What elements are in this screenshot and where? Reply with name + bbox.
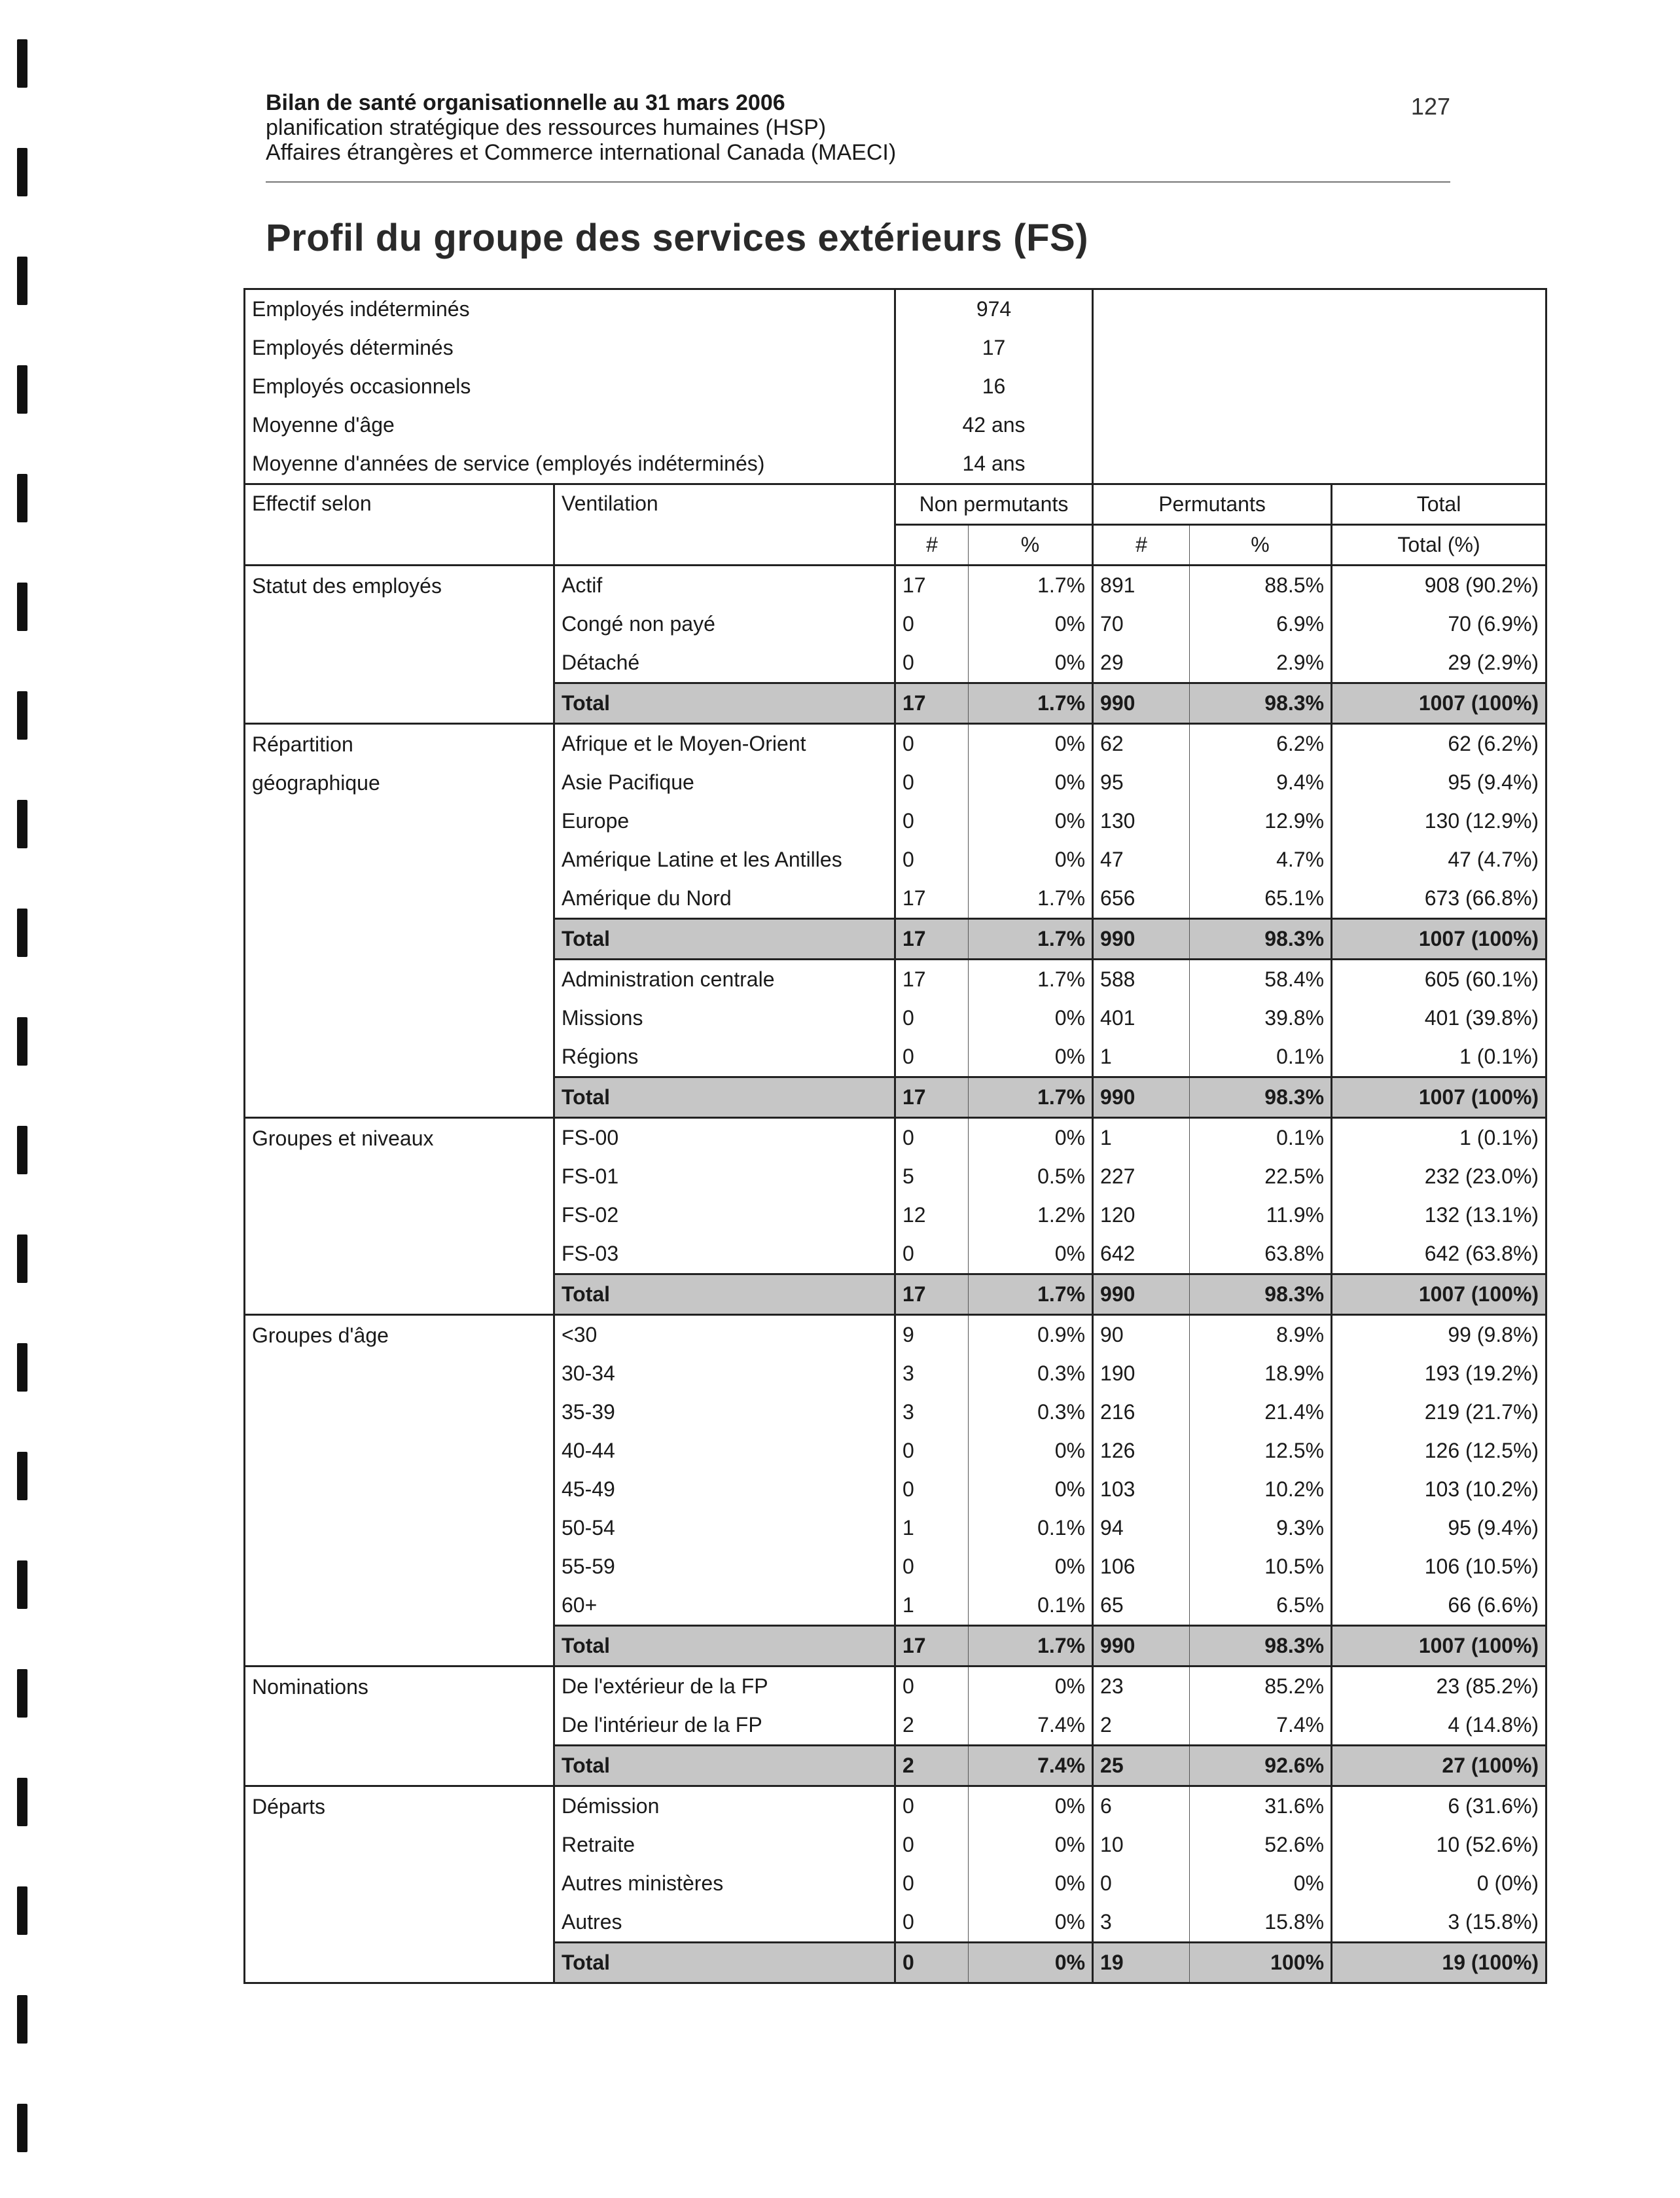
- permutants-count: 106: [1093, 1547, 1190, 1586]
- total-value: 27 (100%): [1332, 1746, 1546, 1786]
- row-label: Détaché: [554, 643, 895, 683]
- total-value: 47 (4.7%): [1332, 840, 1546, 879]
- permutants-pct: 98.3%: [1190, 919, 1332, 960]
- non-permutants-count: 0: [895, 1547, 969, 1586]
- row-label: Retraite: [554, 1826, 895, 1864]
- row-label: Afrique et le Moyen-Orient: [554, 724, 895, 764]
- permutants-count: 1: [1093, 1118, 1190, 1158]
- permutants-count: 642: [1093, 1234, 1190, 1274]
- permutants-count: 65: [1093, 1586, 1190, 1626]
- permutants-pct: 58.4%: [1190, 960, 1332, 1000]
- permutants-count: 2: [1093, 1706, 1190, 1746]
- non-permutants-pct: 0%: [969, 1826, 1093, 1864]
- total-value: 1 (0.1%): [1332, 1037, 1546, 1077]
- summary-label: Moyenne d'âge: [245, 406, 895, 444]
- non-permutants-pct: 0%: [969, 1903, 1093, 1943]
- total-value: 126 (12.5%): [1332, 1432, 1546, 1470]
- category-line: Départs: [252, 1795, 326, 1818]
- row-label: Amérique du Nord: [554, 879, 895, 919]
- permutants-pct: 31.6%: [1190, 1786, 1332, 1826]
- non-permutants-count: 1: [895, 1509, 969, 1547]
- total-value: 95 (9.4%): [1332, 763, 1546, 802]
- permutants-count: 588: [1093, 960, 1190, 1000]
- permutants-count: 126: [1093, 1432, 1190, 1470]
- permutants-pct: 0%: [1190, 1864, 1332, 1903]
- permutants-pct: 12.9%: [1190, 802, 1332, 840]
- permutants-pct: 22.5%: [1190, 1157, 1332, 1196]
- total-value: 99 (9.8%): [1332, 1315, 1546, 1355]
- row-label: Asie Pacifique: [554, 763, 895, 802]
- row-label: Total: [554, 683, 895, 724]
- fs-profile-table: [243, 288, 1547, 1984]
- binding-hole: [17, 800, 27, 848]
- non-permutants-pct: 1.7%: [969, 879, 1093, 919]
- row-label: 30-34: [554, 1354, 895, 1393]
- permutants-count: 70: [1093, 605, 1190, 643]
- binding-holes: [17, 39, 31, 2160]
- total-value: 23 (85.2%): [1332, 1667, 1546, 1706]
- category-line: Statut des employés: [252, 574, 442, 598]
- total-value: 1007 (100%): [1332, 1077, 1546, 1118]
- row-label: Europe: [554, 802, 895, 840]
- summary-value: 17: [895, 329, 1093, 367]
- summary-label: Employés indéterminés: [245, 289, 895, 329]
- subheader-pct: %: [1190, 525, 1332, 566]
- binding-hole: [17, 1560, 27, 1609]
- non-permutants-count: 0: [895, 1470, 969, 1509]
- non-permutants-pct: 0%: [969, 724, 1093, 764]
- non-permutants-pct: 0%: [969, 1786, 1093, 1826]
- permutants-pct: 100%: [1190, 1943, 1332, 1983]
- permutants-count: 216: [1093, 1393, 1190, 1432]
- total-value: 19 (100%): [1332, 1943, 1546, 1983]
- non-permutants-pct: 0%: [969, 999, 1093, 1037]
- total-value: 10 (52.6%): [1332, 1826, 1546, 1864]
- row-label: Actif: [554, 566, 895, 605]
- permutants-pct: 10.5%: [1190, 1547, 1332, 1586]
- permutants-pct: 52.6%: [1190, 1826, 1332, 1864]
- row-label: Démission: [554, 1786, 895, 1826]
- binding-hole: [17, 257, 27, 305]
- summary-value: 16: [895, 367, 1093, 406]
- binding-hole: [17, 1995, 27, 2044]
- non-permutants-count: 17: [895, 960, 969, 1000]
- non-permutants-count: 17: [895, 1274, 969, 1315]
- total-value: 1 (0.1%): [1332, 1118, 1546, 1158]
- non-permutants-count: 12: [895, 1196, 969, 1234]
- row-label: De l'intérieur de la FP: [554, 1706, 895, 1746]
- total-value: 29 (2.9%): [1332, 643, 1546, 683]
- permutants-count: 656: [1093, 879, 1190, 919]
- permutants-count: 23: [1093, 1667, 1190, 1706]
- permutants-pct: 7.4%: [1190, 1706, 1332, 1746]
- column-header-row: [245, 484, 1546, 525]
- non-permutants-pct: 0%: [969, 605, 1093, 643]
- permutants-count: 19: [1093, 1943, 1190, 1983]
- non-permutants-count: 0: [895, 1903, 969, 1943]
- category-label: [245, 1315, 554, 1667]
- header-line-2: planification stratégique des ressources humaines (HSP): [266, 115, 827, 140]
- non-permutants-count: 0: [895, 1118, 969, 1158]
- permutants-pct: 98.3%: [1190, 683, 1332, 724]
- permutants-count: 29: [1093, 643, 1190, 683]
- permutants-pct: 2.9%: [1190, 643, 1332, 683]
- summary-label: Employés occasionnels: [245, 367, 895, 406]
- permutants-count: 10: [1093, 1826, 1190, 1864]
- total-value: 62 (6.2%): [1332, 724, 1546, 764]
- non-permutants-pct: 0%: [969, 1547, 1093, 1586]
- permutants-pct: 15.8%: [1190, 1903, 1332, 1943]
- non-permutants-count: 17: [895, 566, 969, 605]
- non-permutants-count: 0: [895, 1826, 969, 1864]
- total-value: 4 (14.8%): [1332, 1706, 1546, 1746]
- binding-hole: [17, 365, 27, 414]
- category-line: Groupes d'âge: [252, 1324, 389, 1347]
- page-title: Profil du groupe des services extérieurs (FS): [266, 217, 1089, 259]
- row-label: Régions: [554, 1037, 895, 1077]
- row-label: Total: [554, 1626, 895, 1667]
- total-value: 605 (60.1%): [1332, 960, 1546, 1000]
- non-permutants-pct: 0%: [969, 1943, 1093, 1983]
- non-permutants-pct: 0.3%: [969, 1354, 1093, 1393]
- non-permutants-pct: 0%: [969, 1667, 1093, 1706]
- row-label: 40-44: [554, 1432, 895, 1470]
- category-line: Groupes et niveaux: [252, 1126, 434, 1150]
- permutants-pct: 12.5%: [1190, 1432, 1332, 1470]
- permutants-pct: 0.1%: [1190, 1037, 1332, 1077]
- non-permutants-count: 0: [895, 763, 969, 802]
- permutants-pct: 39.8%: [1190, 999, 1332, 1037]
- binding-hole: [17, 583, 27, 631]
- permutants-count: 130: [1093, 802, 1190, 840]
- non-permutants-pct: 0%: [969, 643, 1093, 683]
- header-total: Total: [1332, 484, 1546, 525]
- non-permutants-pct: 1.2%: [969, 1196, 1093, 1234]
- non-permutants-count: 17: [895, 683, 969, 724]
- non-permutants-pct: 1.7%: [969, 919, 1093, 960]
- binding-hole: [17, 1778, 27, 1826]
- permutants-pct: 10.2%: [1190, 1470, 1332, 1509]
- permutants-count: 3: [1093, 1903, 1190, 1943]
- total-value: 219 (21.7%): [1332, 1393, 1546, 1432]
- permutants-count: 103: [1093, 1470, 1190, 1509]
- subheader-pct: %: [969, 525, 1093, 566]
- non-permutants-count: 17: [895, 1077, 969, 1118]
- permutants-pct: 98.3%: [1190, 1274, 1332, 1315]
- row-label: Missions: [554, 999, 895, 1037]
- row-label: Total: [554, 919, 895, 960]
- permutants-pct: 92.6%: [1190, 1746, 1332, 1786]
- binding-hole: [17, 2104, 27, 2152]
- summary-value: 42 ans: [895, 406, 1093, 444]
- permutants-pct: 63.8%: [1190, 1234, 1332, 1274]
- table-row: [245, 566, 1546, 605]
- total-value: 1007 (100%): [1332, 1274, 1546, 1315]
- row-label: 35-39: [554, 1393, 895, 1432]
- permutants-pct: 9.3%: [1190, 1509, 1332, 1547]
- table-row: [245, 1118, 1546, 1158]
- non-permutants-count: 0: [895, 724, 969, 764]
- non-permutants-pct: 0.1%: [969, 1509, 1093, 1547]
- permutants-pct: 6.2%: [1190, 724, 1332, 764]
- header-effectif: Effectif selon: [245, 484, 554, 566]
- table-row: [245, 724, 1546, 764]
- permutants-count: 990: [1093, 1077, 1190, 1118]
- total-value: 908 (90.2%): [1332, 566, 1546, 605]
- page-number: 127: [1410, 93, 1450, 120]
- total-value: 66 (6.6%): [1332, 1586, 1546, 1626]
- header-divider: [266, 181, 1450, 183]
- permutants-count: 990: [1093, 919, 1190, 960]
- table-row: [245, 1786, 1546, 1826]
- summary-label: Employés déterminés: [245, 329, 895, 367]
- row-label: 60+: [554, 1586, 895, 1626]
- permutants-count: 62: [1093, 724, 1190, 764]
- binding-hole: [17, 1234, 27, 1283]
- permutants-count: 227: [1093, 1157, 1190, 1196]
- row-label: FS-03: [554, 1234, 895, 1274]
- non-permutants-count: 17: [895, 879, 969, 919]
- category-line: géographique: [252, 771, 380, 795]
- non-permutants-pct: 0.5%: [969, 1157, 1093, 1196]
- row-label: 55-59: [554, 1547, 895, 1586]
- non-permutants-pct: 0%: [969, 1470, 1093, 1509]
- category-label: [245, 1786, 554, 1983]
- non-permutants-count: 0: [895, 605, 969, 643]
- total-value: 70 (6.9%): [1332, 605, 1546, 643]
- table-row: [245, 1315, 1546, 1355]
- binding-hole: [17, 1886, 27, 1935]
- category-line: Nominations: [252, 1675, 368, 1699]
- summary-row: [245, 289, 1546, 329]
- permutants-count: 25: [1093, 1746, 1190, 1786]
- category-label: [245, 1118, 554, 1315]
- row-label: Amérique Latine et les Antilles: [554, 840, 895, 879]
- row-label: Total: [554, 1077, 895, 1118]
- non-permutants-pct: 0.1%: [969, 1586, 1093, 1626]
- total-value: 130 (12.9%): [1332, 802, 1546, 840]
- permutants-pct: 21.4%: [1190, 1393, 1332, 1432]
- binding-hole: [17, 39, 27, 88]
- non-permutants-count: 17: [895, 1626, 969, 1667]
- permutants-count: 90: [1093, 1315, 1190, 1355]
- non-permutants-count: 0: [895, 1864, 969, 1903]
- header-line-1: Bilan de santé organisationnelle au 31 mars 2006: [266, 90, 785, 115]
- category-label: [245, 566, 554, 724]
- permutants-pct: 98.3%: [1190, 1077, 1332, 1118]
- binding-hole: [17, 1669, 27, 1718]
- binding-hole: [17, 1126, 27, 1174]
- permutants-count: 6: [1093, 1786, 1190, 1826]
- non-permutants-count: 1: [895, 1586, 969, 1626]
- permutants-count: 990: [1093, 1274, 1190, 1315]
- row-label: De l'extérieur de la FP: [554, 1667, 895, 1706]
- category-label: [245, 1667, 554, 1786]
- non-permutants-count: 0: [895, 802, 969, 840]
- permutants-pct: 88.5%: [1190, 566, 1332, 605]
- non-permutants-count: 2: [895, 1746, 969, 1786]
- total-value: 103 (10.2%): [1332, 1470, 1546, 1509]
- subheader-hash: #: [895, 525, 969, 566]
- row-label: Total: [554, 1943, 895, 1983]
- non-permutants-pct: 0.3%: [969, 1393, 1093, 1432]
- non-permutants-pct: 7.4%: [969, 1706, 1093, 1746]
- permutants-count: 0: [1093, 1864, 1190, 1903]
- permutants-count: 95: [1093, 763, 1190, 802]
- permutants-pct: 6.5%: [1190, 1586, 1332, 1626]
- non-permutants-pct: 0%: [969, 1864, 1093, 1903]
- binding-hole: [17, 1017, 27, 1066]
- permutants-pct: 18.9%: [1190, 1354, 1332, 1393]
- row-label: Autres: [554, 1903, 895, 1943]
- total-value: 1007 (100%): [1332, 1626, 1546, 1667]
- summary-value: 974: [895, 289, 1093, 329]
- non-permutants-pct: 1.7%: [969, 1626, 1093, 1667]
- total-value: 1007 (100%): [1332, 683, 1546, 724]
- non-permutants-count: 5: [895, 1157, 969, 1196]
- permutants-pct: 4.7%: [1190, 840, 1332, 879]
- non-permutants-pct: 1.7%: [969, 1077, 1093, 1118]
- header-line-3: Affaires étrangères et Commerce international Canada (MAECI): [266, 140, 897, 165]
- non-permutants-pct: 0%: [969, 1118, 1093, 1158]
- summary-label: Moyenne d'années de service (employés indéterminés): [245, 444, 895, 484]
- non-permutants-pct: 0%: [969, 763, 1093, 802]
- non-permutants-pct: 1.7%: [969, 566, 1093, 605]
- summary-empty-cell: [1093, 289, 1546, 484]
- non-permutants-count: 17: [895, 919, 969, 960]
- permutants-pct: 9.4%: [1190, 763, 1332, 802]
- permutants-pct: 11.9%: [1190, 1196, 1332, 1234]
- permutants-count: 401: [1093, 999, 1190, 1037]
- binding-hole: [17, 148, 27, 196]
- permutants-pct: 85.2%: [1190, 1667, 1332, 1706]
- permutants-pct: 6.9%: [1190, 605, 1332, 643]
- non-permutants-count: 0: [895, 1667, 969, 1706]
- row-label: 45-49: [554, 1470, 895, 1509]
- total-value: 0 (0%): [1332, 1864, 1546, 1903]
- total-value: 1007 (100%): [1332, 919, 1546, 960]
- non-permutants-count: 0: [895, 1943, 969, 1983]
- permutants-count: 94: [1093, 1509, 1190, 1547]
- permutants-pct: 98.3%: [1190, 1626, 1332, 1667]
- header-non-permutants: Non permutants: [895, 484, 1093, 525]
- non-permutants-pct: 0%: [969, 1037, 1093, 1077]
- row-label: FS-02: [554, 1196, 895, 1234]
- permutants-count: 891: [1093, 566, 1190, 605]
- non-permutants-count: 0: [895, 999, 969, 1037]
- permutants-count: 190: [1093, 1354, 1190, 1393]
- permutants-pct: 65.1%: [1190, 879, 1332, 919]
- permutants-count: 120: [1093, 1196, 1190, 1234]
- total-value: 193 (19.2%): [1332, 1354, 1546, 1393]
- non-permutants-count: 2: [895, 1706, 969, 1746]
- total-value: 673 (66.8%): [1332, 879, 1546, 919]
- permutants-count: 990: [1093, 683, 1190, 724]
- non-permutants-pct: 0%: [969, 840, 1093, 879]
- permutants-count: 47: [1093, 840, 1190, 879]
- row-label: Congé non payé: [554, 605, 895, 643]
- binding-hole: [17, 1343, 27, 1392]
- table-row: [245, 1667, 1546, 1706]
- non-permutants-pct: 0%: [969, 1432, 1093, 1470]
- non-permutants-pct: 7.4%: [969, 1746, 1093, 1786]
- non-permutants-pct: 1.7%: [969, 960, 1093, 1000]
- non-permutants-count: 0: [895, 840, 969, 879]
- non-permutants-count: 0: [895, 1432, 969, 1470]
- row-label: <30: [554, 1315, 895, 1355]
- non-permutants-pct: 0.9%: [969, 1315, 1093, 1355]
- total-value: 401 (39.8%): [1332, 999, 1546, 1037]
- fs-profile-table-wrapper: [243, 288, 1545, 1984]
- binding-hole: [17, 1452, 27, 1500]
- total-value: 95 (9.4%): [1332, 1509, 1546, 1547]
- header-permutants: Permutants: [1093, 484, 1332, 525]
- binding-hole: [17, 691, 27, 740]
- subheader-total-pct: Total (%): [1332, 525, 1546, 566]
- category-label: [245, 724, 554, 1118]
- total-value: 6 (31.6%): [1332, 1786, 1546, 1826]
- header-ventilation: Ventilation: [554, 484, 895, 566]
- non-permutants-pct: 1.7%: [969, 683, 1093, 724]
- non-permutants-count: 3: [895, 1354, 969, 1393]
- binding-hole: [17, 909, 27, 957]
- page-header: [266, 90, 1450, 165]
- non-permutants-pct: 0%: [969, 802, 1093, 840]
- category-line: Répartition: [252, 732, 353, 756]
- total-value: 232 (23.0%): [1332, 1157, 1546, 1196]
- row-label: Autres ministères: [554, 1864, 895, 1903]
- row-label: Administration centrale: [554, 960, 895, 1000]
- permutants-count: 1: [1093, 1037, 1190, 1077]
- non-permutants-count: 3: [895, 1393, 969, 1432]
- permutants-count: 990: [1093, 1626, 1190, 1667]
- permutants-pct: 0.1%: [1190, 1118, 1332, 1158]
- subheader-hash: #: [1093, 525, 1190, 566]
- non-permutants-pct: 1.7%: [969, 1274, 1093, 1315]
- non-permutants-pct: 0%: [969, 1234, 1093, 1274]
- summary-value: 14 ans: [895, 444, 1093, 484]
- non-permutants-count: 0: [895, 643, 969, 683]
- row-label: FS-00: [554, 1118, 895, 1158]
- row-label: Total: [554, 1274, 895, 1315]
- total-value: 642 (63.8%): [1332, 1234, 1546, 1274]
- total-value: 106 (10.5%): [1332, 1547, 1546, 1586]
- non-permutants-count: 9: [895, 1315, 969, 1355]
- row-label: 50-54: [554, 1509, 895, 1547]
- total-value: 3 (15.8%): [1332, 1903, 1546, 1943]
- permutants-pct: 8.9%: [1190, 1315, 1332, 1355]
- row-label: Total: [554, 1746, 895, 1786]
- binding-hole: [17, 474, 27, 522]
- non-permutants-count: 0: [895, 1037, 969, 1077]
- non-permutants-count: 0: [895, 1234, 969, 1274]
- row-label: FS-01: [554, 1157, 895, 1196]
- non-permutants-count: 0: [895, 1786, 969, 1826]
- total-value: 132 (13.1%): [1332, 1196, 1546, 1234]
